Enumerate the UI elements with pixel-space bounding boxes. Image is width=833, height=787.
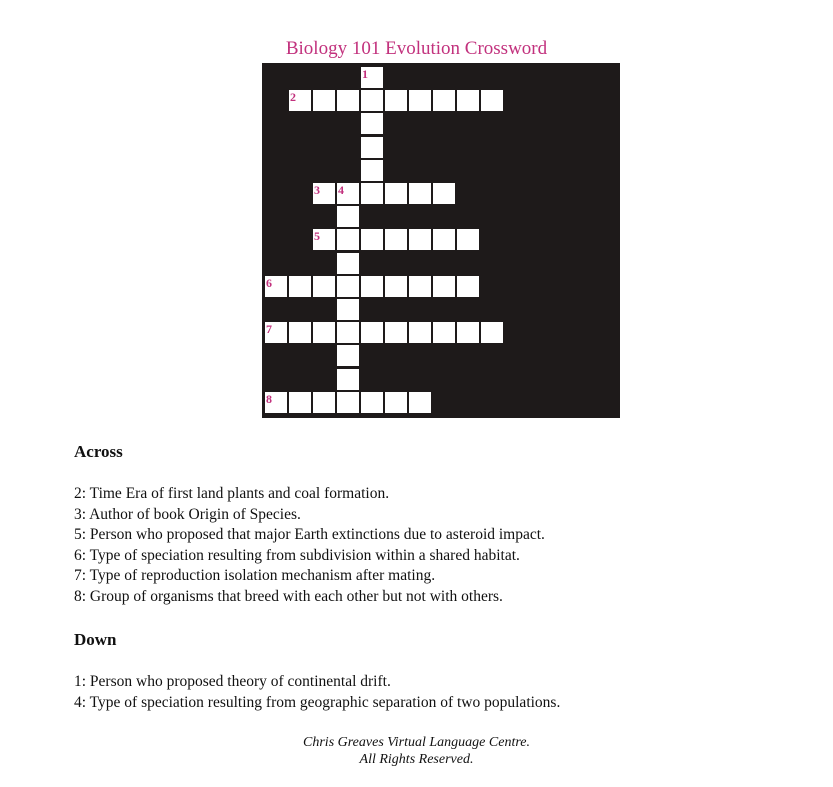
crossword-cell[interactable] bbox=[432, 89, 456, 112]
crossword-cell[interactable] bbox=[336, 298, 360, 321]
clue-number: 1 bbox=[362, 67, 368, 81]
crossword-cell[interactable] bbox=[288, 391, 312, 414]
crossword-cell[interactable] bbox=[360, 89, 384, 112]
crossword-cell[interactable] bbox=[312, 228, 336, 251]
crossword-cell[interactable] bbox=[384, 321, 408, 344]
clue-number: 3 bbox=[314, 183, 320, 197]
crossword-cell[interactable] bbox=[360, 228, 384, 251]
clue-item: 7: Type of reproduction isolation mechanism after mating. bbox=[74, 567, 436, 584]
crossword-cell[interactable] bbox=[432, 275, 456, 298]
across-clue-list bbox=[74, 484, 545, 607]
crossword-cell[interactable] bbox=[288, 275, 312, 298]
crossword-cell[interactable] bbox=[384, 182, 408, 205]
crossword-cell[interactable] bbox=[336, 344, 360, 367]
clue-item: 2: Time Era of first land plants and coal formation. bbox=[74, 485, 390, 502]
footer-line-2: All Rights Reserved. bbox=[359, 752, 474, 767]
crossword-cell[interactable] bbox=[360, 321, 384, 344]
crossword-cell[interactable] bbox=[360, 66, 384, 89]
crossword-cell[interactable] bbox=[336, 368, 360, 391]
crossword-cell[interactable] bbox=[432, 182, 456, 205]
crossword-cell[interactable] bbox=[360, 182, 384, 205]
crossword-cell[interactable] bbox=[336, 252, 360, 275]
crossword-cell[interactable] bbox=[312, 275, 336, 298]
clue-number: 8 bbox=[266, 391, 272, 406]
crossword-cell[interactable] bbox=[336, 182, 360, 205]
crossword-cell[interactable] bbox=[360, 112, 384, 135]
down-clue-list bbox=[74, 672, 560, 713]
crossword-cell[interactable] bbox=[480, 321, 504, 344]
crossword-cell[interactable] bbox=[312, 321, 336, 344]
clue-item: 3: Author of book Origin of Species. bbox=[74, 505, 301, 523]
crossword-cell[interactable] bbox=[312, 89, 336, 112]
crossword-cell[interactable] bbox=[480, 89, 504, 112]
page-title: Biology 101 Evolution Crossword bbox=[285, 38, 548, 59]
crossword-cell[interactable] bbox=[384, 228, 408, 251]
crossword-cell[interactable] bbox=[336, 228, 360, 251]
clue-item: 8: Group of organisms that breed with each other but not with others. bbox=[74, 587, 503, 605]
crossword-cell[interactable] bbox=[408, 321, 432, 344]
clue-number: 4 bbox=[338, 183, 344, 197]
crossword-cell[interactable] bbox=[336, 321, 360, 344]
crossword-cell[interactable] bbox=[336, 205, 360, 228]
crossword-cell[interactable] bbox=[408, 275, 432, 298]
clue-item: 1: Person who proposed theory of continental drift. bbox=[74, 673, 391, 690]
clue-item: 5: Person who proposed that major Earth extinctions due to asteroid impact. bbox=[74, 526, 545, 543]
crossword-cell[interactable] bbox=[456, 228, 480, 251]
crossword-cell[interactable] bbox=[432, 228, 456, 251]
crossword-cell[interactable] bbox=[312, 391, 336, 414]
crossword-cell[interactable] bbox=[360, 136, 384, 159]
crossword-cell[interactable] bbox=[336, 89, 360, 112]
crossword-cell[interactable] bbox=[360, 275, 384, 298]
clue-item: 6: Type of speciation resulting from subdivision within a shared habitat. bbox=[74, 546, 520, 564]
crossword-cell[interactable] bbox=[384, 89, 408, 112]
crossword-cell[interactable] bbox=[456, 89, 480, 112]
crossword-cell[interactable] bbox=[456, 275, 480, 298]
crossword-cell[interactable] bbox=[360, 159, 384, 182]
crossword-cell[interactable] bbox=[288, 89, 312, 112]
clue-number: 2 bbox=[290, 90, 296, 105]
clue-item: 4: Type of speciation resulting from geographic separation of two populations. bbox=[74, 693, 561, 711]
footer-line-1: Chris Greaves Virtual Language Centre. bbox=[303, 735, 530, 750]
crossword-cell[interactable] bbox=[288, 321, 312, 344]
crossword-cell[interactable] bbox=[264, 391, 288, 414]
crossword-cell[interactable] bbox=[384, 275, 408, 298]
copyright-footer bbox=[0, 734, 833, 768]
crossword-cell[interactable] bbox=[264, 321, 288, 344]
crossword-cell[interactable] bbox=[360, 391, 384, 414]
crossword-cell[interactable] bbox=[456, 321, 480, 344]
crossword-cell[interactable] bbox=[384, 391, 408, 414]
crossword-cell[interactable] bbox=[336, 275, 360, 298]
crossword-cell[interactable] bbox=[408, 89, 432, 112]
clue-number: 7 bbox=[266, 322, 272, 337]
crossword-cell[interactable] bbox=[408, 391, 432, 414]
down-heading: Down bbox=[74, 630, 117, 649]
crossword-cell[interactable] bbox=[408, 182, 432, 205]
crossword-cell[interactable] bbox=[432, 321, 456, 344]
crossword-cell[interactable] bbox=[264, 275, 288, 298]
crossword-cell[interactable] bbox=[336, 391, 360, 414]
clue-number: 5 bbox=[314, 229, 320, 244]
clue-number: 6 bbox=[266, 275, 272, 290]
crossword-cell[interactable] bbox=[312, 182, 336, 205]
crossword-grid bbox=[262, 63, 620, 418]
crossword-cell[interactable] bbox=[408, 228, 432, 251]
across-heading: Across bbox=[74, 442, 123, 461]
